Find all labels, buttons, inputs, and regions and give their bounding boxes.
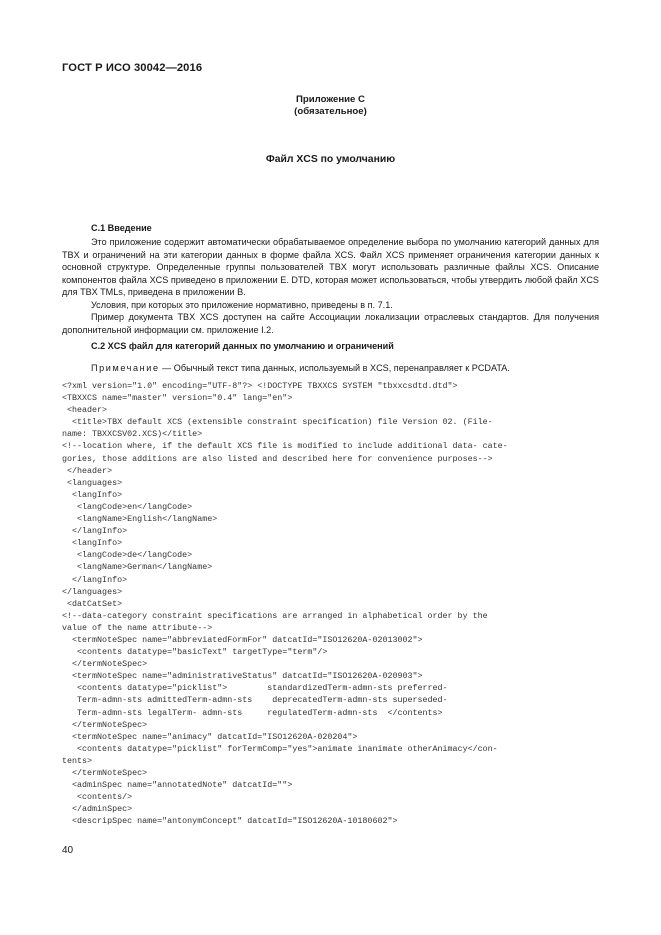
code-line: <contents datatype="basicText" targetType="term"/> [62,647,328,658]
code-line: name: TBXXCSV02.XCS)</title> [62,429,203,440]
paragraph: Условия, при которых это приложение нормативно, приведены в п. 7.1. [91,299,393,310]
code-line: </termNoteSpec> [62,659,148,670]
code-line: value of the name attribute--> [62,622,213,633]
paragraph: Пример документа TBX XCS доступен на сайте Ассоциации локализации отраслевых стандартов. Для получения дополнительной информации см. приложение I.2. [62,312,599,335]
document-id-header: ГОСТ Р ИСО 30042—2016 [62,62,203,74]
code-line: tents> [62,755,93,766]
code-line: <contents/> [62,792,133,803]
code-line: <languages> [62,477,123,488]
note-text: — Обычный текст типа данных, используемый в XCS, перенаправляет к PCDATA. [162,363,510,373]
code-line: <contents datatype="picklist"> standardizedTerm-admn-sts preferred- [62,683,448,694]
code-line: <termNoteSpec name="animacy" datcatId="ISO12620A-020204"> [62,731,358,742]
code-line: <langCode>de</langCode> [62,550,193,561]
code-line: <TBXXCS name="master" version="0.4" lang="en"> [62,393,293,404]
code-line: <!--location where, if the default XCS file is modified to include additional data- cate- [62,441,508,452]
code-line: <termNoteSpec name="abbreviatedFormFor" datcatId="ISO12620A-02013002"> [62,634,423,645]
code-line: <contents datatype="picklist" forTermComp="yes">animate inanimate otherAnimacy</con- [62,743,498,754]
code-line: </languages> [62,586,123,597]
code-line: <langInfo> [62,538,123,549]
code-line: </header> [62,465,113,476]
code-line: <datCatSet> [62,598,123,609]
code-line: </termNoteSpec> [62,719,148,730]
code-line: <header> [62,405,108,416]
section-heading-default-xcs: С.2 XCS файл для категорий данных по умолчанию и ограничений [91,341,394,351]
code-line: <?xml version="1.0" encoding="UTF-8"?> <!DOCTYPE TBXXCS SYSTEM "tbxxcsdtd.dtd"> [62,381,458,391]
code-line: <termNoteSpec name="administrativeStatus" datcatId="ISO12620A-020903"> [62,671,423,682]
code-line: gories, those additions are also listed and described here for convenience purposes--> [62,453,493,464]
code-line: <langName>German</langName> [62,562,213,573]
xcs-code-listing [62,380,607,827]
section-heading-introduction: С.1 Введение [91,223,152,233]
code-line: <!--data-category constraint specifications are arranged in alphabetical order by the [62,610,488,621]
paragraph: Это приложение содержит автоматически обрабатываемое определение выбора по умолчанию категорий данных для TBX и ограничений на эти категории данных в форме файла XCS. Файл XCS применяет ограничения категории данных к основной структуре. Определенные группы пользователей TBX могут использовать различные файлы XCS. Описание компонентов файла XCS приведено в приложении Е. DTD, которая может использоваться, чтобы утвердить любой файл XCS для TBX TMLs, приведена в приложении В. [62,237,599,297]
note-label: Примечание [91,363,160,373]
code-line: </langInfo> [62,526,128,537]
note [91,363,510,373]
code-line: Term-admn-sts admittedTerm-admn-sts deprecatedTerm-admn-sts superseded- [62,695,448,706]
appendix-status: (обязательное) [294,106,367,117]
code-line: </langInfo> [62,574,128,585]
introduction-body [62,236,599,336]
code-line: <langCode>en</langCode> [62,501,193,512]
code-line: <adminSpec name="annotatedNote" datcatId=""> [62,780,293,791]
appendix-title: Приложение С [296,94,365,105]
code-line: <langName>English</langName> [62,514,218,525]
page-number: 40 [62,845,74,856]
section-title: Файл XCS по умолчанию [265,154,396,165]
code-line: Term-admn-sts legalTerm- admn-sts regulatedTerm-admn-sts </contents> [62,707,443,718]
code-line: <langInfo> [62,489,123,500]
code-line: </termNoteSpec> [62,768,148,778]
code-line: <descripSpec name="antonymConcept" datcatId="ISO12620A-10180602"> [62,816,398,827]
code-line: <title>TBX default XCS (extensible constraint specification) file Version 02. (File- [62,417,493,428]
code-line: </adminSpec> [62,804,133,815]
